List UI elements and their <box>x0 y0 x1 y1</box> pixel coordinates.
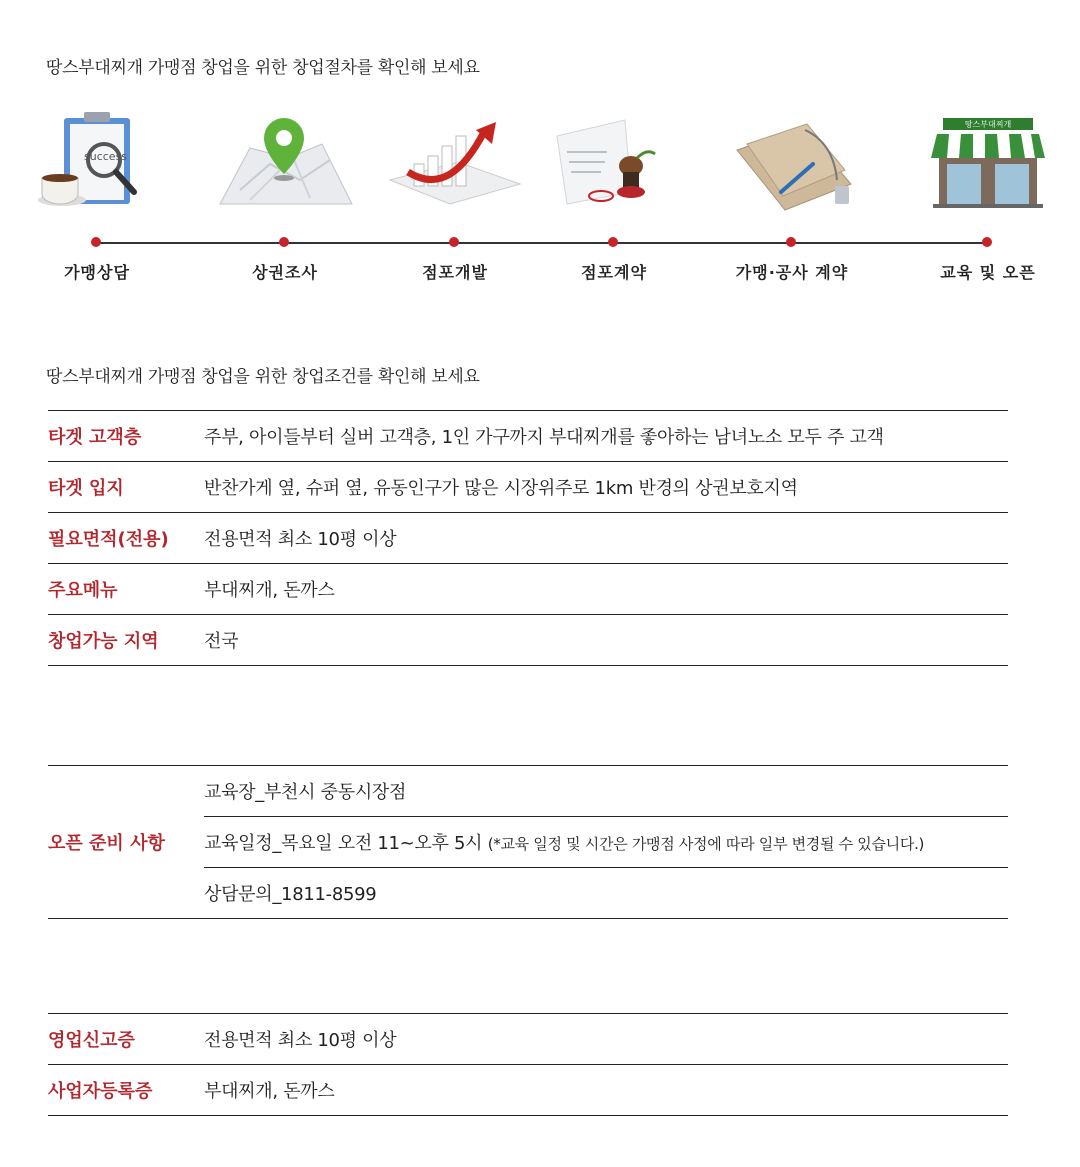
clipboard-success-icon <box>22 100 172 220</box>
row-value: 상담문의_1811-8599 <box>204 868 1008 919</box>
step-dot <box>91 237 101 247</box>
table-row <box>48 462 1008 513</box>
step-label: 가맹상담 <box>64 263 130 282</box>
step-label: 점포계약 <box>581 263 647 282</box>
step-store-development <box>365 100 545 282</box>
step-consultation <box>7 100 187 282</box>
row-key: 주요메뉴 <box>48 564 204 615</box>
step-dot <box>786 237 796 247</box>
step-dot <box>608 237 618 247</box>
table-row <box>48 411 1008 462</box>
row-value <box>204 817 1008 868</box>
conditions-table <box>48 410 1008 666</box>
row-value: 전용면적 최소 10평 이상 <box>204 1014 1008 1065</box>
row-key: 타겟 입지 <box>48 462 204 513</box>
map-pin-icon <box>210 100 360 220</box>
row-key: 창업가능 지역 <box>48 615 204 666</box>
step-store-contract <box>524 100 704 282</box>
storefront-icon <box>913 100 1063 220</box>
row-value: 교육장_부천시 중동시장점 <box>204 766 1008 817</box>
stamp-icon <box>539 100 689 220</box>
step-label: 상권조사 <box>252 263 318 282</box>
row-key: 타겟 고객층 <box>48 411 204 462</box>
process-heading: 땅스부대찌개 가맹점 창업을 위한 창업절차를 확인해 보세요 <box>46 58 480 78</box>
step-label: 점포개발 <box>422 263 488 282</box>
process-steps <box>0 100 1080 300</box>
table-row <box>48 1065 1008 1116</box>
step-label: 교육 및 오픈 <box>940 263 1036 282</box>
table-row <box>48 1014 1008 1065</box>
svg-text:success: success <box>84 150 128 163</box>
step-market-research <box>195 100 375 282</box>
documents-table <box>48 1013 1008 1116</box>
table-row <box>48 766 1008 817</box>
store-sign: 땅스부대찌개 <box>964 120 1012 129</box>
table-row <box>48 615 1008 666</box>
row-value: 부대찌개, 돈까스 <box>204 564 1008 615</box>
schedule-note: (*교육 일정 및 시간은 가맹점 사정에 따라 일부 변경될 수 있습니다.) <box>487 835 925 853</box>
row-key: 필요면적(전용) <box>48 513 204 564</box>
row-value: 전용면적 최소 10평 이상 <box>204 513 1008 564</box>
row-value: 전국 <box>204 615 1008 666</box>
step-label: 가맹·공사 계약 <box>735 263 849 282</box>
conditions-heading: 땅스부대찌개 가맹점 창업을 위한 창업조건를 확인해 보세요 <box>46 367 480 387</box>
table-row <box>48 513 1008 564</box>
row-key: 오픈 준비 사항 <box>48 766 204 919</box>
step-dot <box>982 237 992 247</box>
contract-folder-icon <box>717 100 867 220</box>
step-dot <box>449 237 459 247</box>
table-row <box>48 564 1008 615</box>
row-value: 주부, 아이들부터 실버 고객층, 1인 가구까지 부대찌개를 좋아하는 남녀노소 모두 주 고객 <box>204 411 1008 462</box>
step-franchise-contract <box>702 100 882 282</box>
row-value: 반찬가게 옆, 슈퍼 옆, 유동인구가 많은 시장위주로 1km 반경의 상권보호지역 <box>204 462 1008 513</box>
row-key: 영업신고증 <box>48 1014 204 1065</box>
row-key: 사업자등록증 <box>48 1065 204 1116</box>
row-value: 부대찌개, 돈까스 <box>204 1065 1008 1116</box>
step-dot <box>279 237 289 247</box>
step-training-opening <box>898 100 1078 282</box>
growth-chart-icon <box>380 100 530 220</box>
schedule-text: 교육일정_목요일 오전 11~오후 5시 <box>204 833 483 854</box>
timeline-line <box>96 242 988 244</box>
open-prep-table <box>48 765 1008 919</box>
